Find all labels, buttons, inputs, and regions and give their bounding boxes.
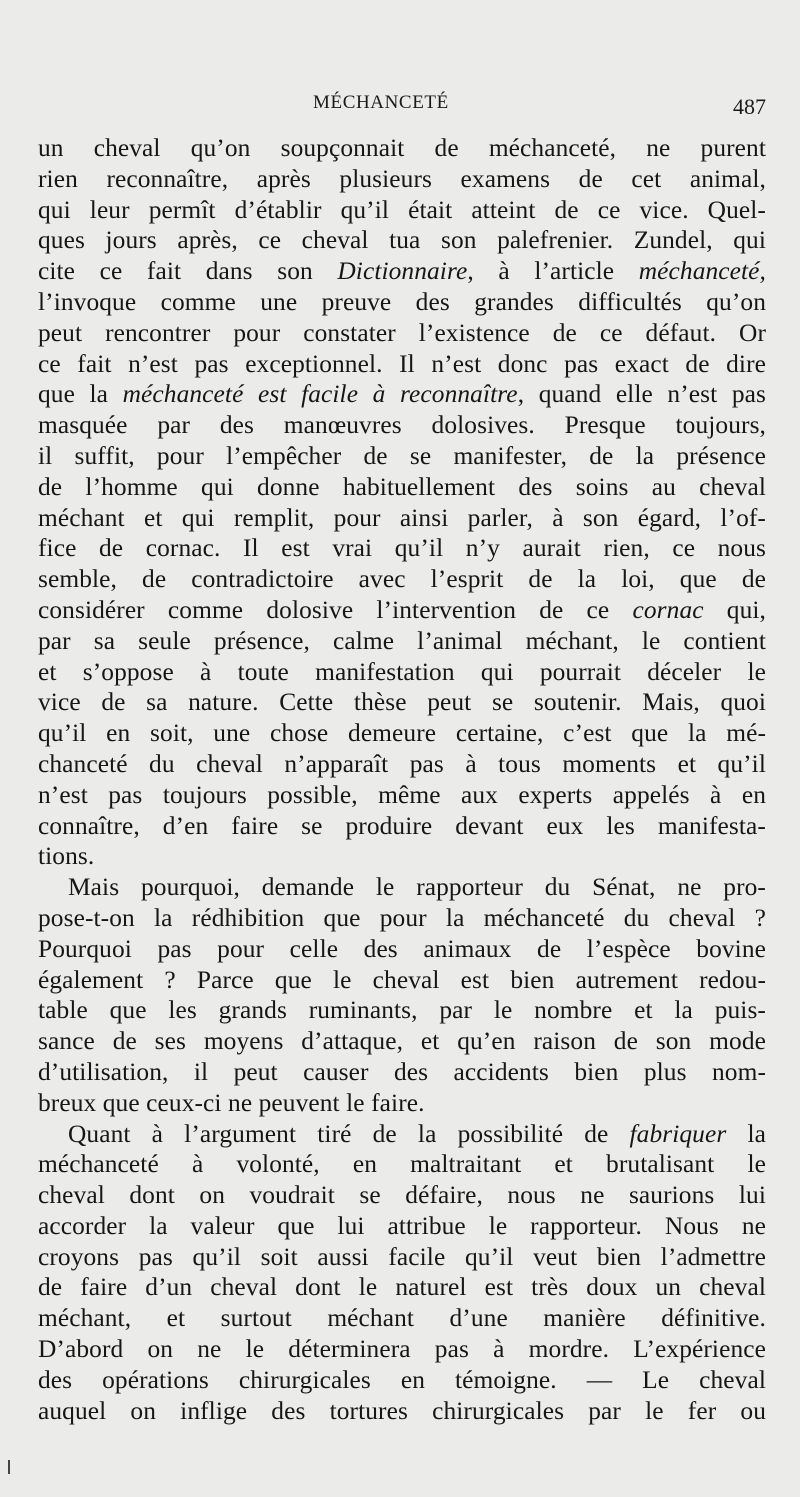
text-line: ques jours après, ce cheval tua son palefrenier. Zundel, qui xyxy=(38,226,766,255)
text-line xyxy=(38,595,766,626)
text-line xyxy=(38,379,766,410)
italic-phrase: cornac xyxy=(632,595,704,624)
text-line: et s’oppose à toute manifestation qui pourrait déceler le xyxy=(38,657,766,686)
text-line: peut rencontrer pour constater l’existence de ce défaut. Or xyxy=(38,318,766,347)
text-line: par sa seule présence, calme l’animal méchant, le contient xyxy=(38,626,766,655)
text-line: cheval dont on voudrait se défaire, nous ne saurions lui xyxy=(38,1181,766,1210)
text-line: méchant, et surtout méchant d’une manière définitive. xyxy=(38,1304,766,1333)
page-header xyxy=(0,92,800,122)
text-line: de l’homme qui donne habituellement des soins au cheval xyxy=(38,472,766,501)
text-line: Mais pourquoi, demande le rapporteur du Sénat, ne pro- xyxy=(68,873,766,902)
text-line: qu’il en soit, une chose demeure certaine, c’est que la mé- xyxy=(38,719,766,748)
text-line: fice de cornac. Il est vrai qu’il n’y aurait rien, ce nous xyxy=(38,534,766,563)
italic-phrase: méchanceté, xyxy=(638,257,766,286)
text-line: l’invoque comme une preuve des grandes difficultés qu’on xyxy=(38,287,766,316)
running-title: MÉCHANCETÉ xyxy=(313,92,449,113)
text-run: cite ce fait dans son xyxy=(38,257,338,286)
print-speck xyxy=(8,1460,10,1474)
italic-phrase: méchanceté est facile à reconnaître xyxy=(122,380,518,409)
text-line: semble, de contradictoire avec l’esprit de la loi, que de xyxy=(38,565,766,594)
text-line: D’abord on ne le déterminera pas à mordre. L’expérience xyxy=(38,1335,766,1364)
text-run: Quant à l’argument tiré de la possibilité de xyxy=(68,1119,630,1148)
text-line: qui leur permît d’établir qu’il était atteint de ce vice. Quel- xyxy=(38,195,766,224)
text-run: qui, xyxy=(703,595,766,624)
text-line: n’est pas toujours possible, même aux experts appelés à en xyxy=(38,780,766,809)
italic-phrase: fabriquer xyxy=(629,1119,727,1148)
text-run: , à l’article xyxy=(467,257,639,286)
body-text xyxy=(38,133,766,1426)
text-line: table que les grands ruminants, par le nombre et la puis- xyxy=(38,996,766,1025)
text-run: considérer comme dolosive l’intervention de ce xyxy=(38,595,633,624)
italic-phrase: Dictionnaire xyxy=(337,257,468,286)
text-line: auquel on inflige des tortures chirurgicales par le fer ou xyxy=(38,1396,766,1425)
text-line: également ? Parce que le cheval est bien autrement redou- xyxy=(38,965,766,994)
text-line: accorder la valeur que lui attribue le rapporteur. Nous ne xyxy=(38,1211,766,1240)
text-line: d’utilisation, il peut causer des accidents bien plus nom- xyxy=(38,1057,766,1086)
text-line: connaître, d’en faire se produire devant eux les manifesta- xyxy=(38,811,766,840)
text-line: croyons pas qu’il soit aussi facile qu’il veut bien l’admettre xyxy=(38,1242,766,1271)
text-run: , quand elle n’est pas xyxy=(517,380,766,409)
text-line: méchanceté à volonté, en maltraitant et brutalisant le xyxy=(38,1150,766,1179)
text-line: masquée par des manœuvres dolosives. Presque toujours, xyxy=(38,411,766,440)
text-line: sance de ses moyens d’attaque, et qu’en raison de son mode xyxy=(38,1027,766,1056)
text-line: des opérations chirurgicales en témoigne. — Le cheval xyxy=(38,1365,766,1394)
page-number: 487 xyxy=(733,94,766,119)
text-line: pose-t-on la rédhibition que pour la méchanceté du cheval ? xyxy=(38,903,766,932)
text-line: tions. xyxy=(38,842,95,871)
text-line: chanceté du cheval n’apparaît pas à tous moments et qu’il xyxy=(38,749,766,778)
text-line: il suffit, pour l’empêcher de se manifester, de la présence xyxy=(38,441,766,470)
text-run: la xyxy=(726,1119,766,1148)
text-line: un cheval qu’on soupçonnait de méchanceté, ne purent xyxy=(38,134,766,162)
text-line: vice de sa nature. Cette thèse peut se soutenir. Mais, quoi xyxy=(38,688,766,717)
text-line: méchant et qui remplit, pour ainsi parler, à son égard, l’of- xyxy=(38,503,766,532)
text-line xyxy=(38,256,766,287)
text-line: ce fait n’est pas exceptionnel. Il n’est donc pas exact de dire xyxy=(38,349,766,378)
text-line: Pourquoi pas pour celle des animaux de l’espèce bovine xyxy=(38,934,766,963)
text-run: que la xyxy=(38,380,123,409)
text-line xyxy=(38,1119,766,1150)
text-line: rien reconnaître, après plusieurs examens de cet animal, xyxy=(38,164,766,193)
text-line: breux que ceux-ci ne peuvent le faire. xyxy=(38,1088,425,1117)
text-line: de faire d’un cheval dont le naturel est très doux un cheval xyxy=(38,1273,766,1302)
